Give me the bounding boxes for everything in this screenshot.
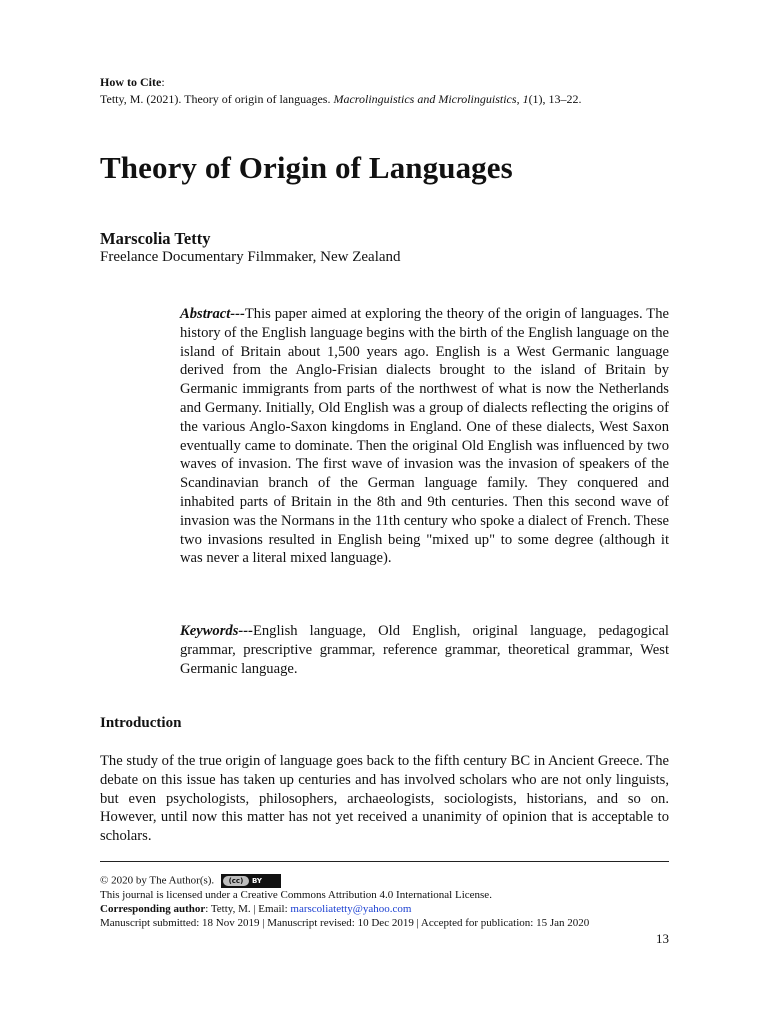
keywords-label: Keywords---: [180, 623, 253, 639]
footer-license: This journal is licensed under a Creative Commons Attribution 4.0 International License.: [100, 889, 492, 901]
keywords: [180, 622, 669, 678]
abstract: [180, 305, 669, 568]
footer-copyright-line: [100, 874, 669, 888]
cc-badge-left: (cc): [223, 876, 249, 886]
footer-copyright: © 2020 by The Author(s).: [100, 874, 215, 887]
citation-colon: :: [161, 75, 165, 89]
corresponding-author-label: Corresponding author: [100, 903, 206, 915]
footer-divider: [100, 861, 669, 862]
introduction-paragraph: The study of the true origin of language goes back to the fifth century BC in Ancient Greece. The debate on this issue has taken up centuries and has involved scholars who are not only linguists, but even psychologists, philosophers, archaeologists, sociologists, historians, and so on. However, until now this matter has not yet received a unanimity of opinion that is acceptable to scholars.: [100, 753, 669, 845]
corresponding-email-link[interactable]: marscoliatetty@yahoo.com: [290, 903, 412, 915]
citation-comma: ,: [516, 92, 523, 106]
section-heading-introduction: Introduction: [100, 715, 182, 731]
citation-text: [100, 91, 680, 108]
footer-manuscript-dates: Manuscript submitted: 18 Nov 2019 | Manuscript revised: 10 Dec 2019 | Accepted for publication: 15 Jan 2020: [100, 917, 590, 929]
abstract-text: This paper aimed at exploring the theory of the origin of languages. The history of the English language begins with the birth of the English language on the island of Britain about 1,500 years ago. English is a West Germanic language derived from the Anglo-Frisian dialects brought to the island of Britain by Germanic immigrants from parts of the northwest of what is now the Netherlands and Germany. Initially, Old English was a group of dialects reflecting the origins of the various Anglo-Saxon kingdoms in England. One of these dialects, West Saxon eventually came to dominate. Then the original Old English was influenced by two waves of invasion. The first wave of invasion was the invasion of speakers of the Scandinavian branch of the German language family. They conquered and inhabited parts of Britain in the 8th and 9th centuries. Then this second wave of invasion was the Normans in the 11th century who spoke a dialect of French. These two invasions resulted in English being "mixed up" to some degree (although it was never a literal mixed language).: [180, 306, 669, 567]
author-name: Marscolia Tetty: [100, 229, 211, 248]
paper-title: Theory of Origin of Languages: [100, 150, 513, 185]
abstract-label: Abstract---: [180, 306, 245, 322]
citation-journal: Macrolinguistics and Microlinguistics: [333, 92, 517, 106]
citation-volume: 1: [522, 92, 529, 106]
citation-pre: Tetty, M. (2021). Theory of origin of languages.: [100, 92, 334, 106]
citation-label: How to Cite: [100, 75, 162, 89]
author-affiliation: Freelance Documentary Filmmaker, New Zealand: [100, 249, 401, 265]
cc-badge-right: BY: [251, 877, 262, 885]
citation-post: (1), 13–22.: [528, 92, 582, 106]
citation-block: [100, 74, 680, 108]
footer-corresponding-line: [100, 903, 669, 917]
citation-heading: [100, 74, 680, 91]
cc-by-license-icon[interactable]: [221, 874, 281, 888]
keywords-text: English language, Old English, original language, pedagogical grammar, prescriptive grammar, reference grammar, theoretical grammar, West Germanic language.: [180, 623, 669, 677]
corresponding-author-text: : Tetty, M. | Email:: [205, 903, 291, 915]
page-number: 13: [656, 931, 669, 946]
